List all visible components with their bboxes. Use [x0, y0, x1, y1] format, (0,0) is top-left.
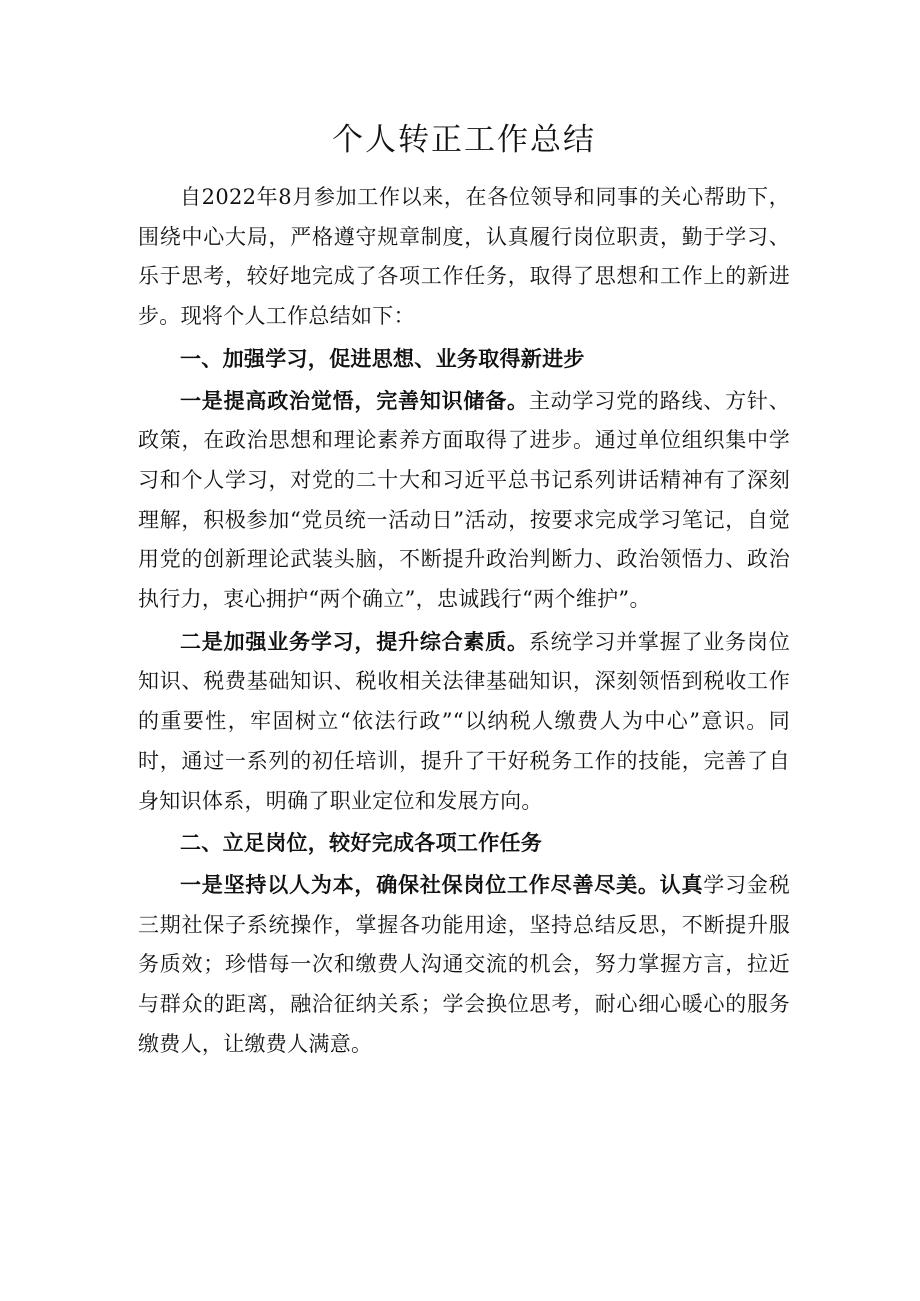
- section-2-item-1: [138, 865, 790, 1065]
- document-title: 个人转正工作总结: [332, 122, 596, 158]
- section-1-item-2-body: 系统学习并掌握了业务岗位知识、税费基础知识、税收相关法律基础知识，深刻领悟到税收工作的重要性，牢固树立“依法行政”“以纳税人缴费人为中心”意识。同时，通过一系列的初任培训，提升了干好税务工作的技能，完善了自身知识体系，明确了职业定位和发展方向。: [138, 629, 790, 813]
- section-2-heading: 二、立足岗位，较好完成各项工作任务: [180, 830, 543, 856]
- document-page: [138, 118, 790, 1064]
- section-1-heading: 一、加强学习，促进思想、业务取得新进步: [180, 345, 585, 371]
- section-1-item-1: [138, 381, 790, 620]
- section-2-item-1-body: 学习金税三期社保子系统操作，掌握各功能用途，坚持总结反思，不断提升服务质效；珍惜每一次和缴费人沟通交流的机会，努力掌握方言，拉近与群众的距离，融洽征纳关系；学会换位思考，耐心细心暖心的服务缴费人，让缴费人满意。: [138, 872, 790, 1056]
- section-1-item-2: [138, 622, 790, 822]
- intro-paragraph: 自2022年8月参加工作以来，在各位领导和同事的关心帮助下，围绕中心大局，严格遵守规章制度，认真履行岗位职责，勤于学习、乐于思考，较好地完成了各项工作任务，取得了思想和工作上的新进步。现将个人工作总结如下：: [138, 185, 790, 329]
- section-1-item-2-lead: 二是加强业务学习，提升综合素质。: [180, 628, 529, 654]
- section-1-item-1-lead: 一是提高政治觉悟，完善知识储备。: [180, 387, 529, 413]
- section-1-item-1-body: 主动学习党的路线、方针、政策，在政治思想和理论素养方面取得了进步。通过单位组织集中学习和个人学习，对党的二十大和习近平总书记系列讲话精神有了深刻理解，积极参加“党员统一活动日”活动，按要求完成学习笔记，自觉用党的创新理论武装头脑，不断提升政治判断力、政治领悟力、政治执行力，衷心拥护“两个确立”，忠诚践行“两个维护”。: [138, 388, 790, 612]
- section-2-item-1-lead: 一是坚持以人为本，确保社保岗位工作尽善尽美。认真: [180, 871, 704, 897]
